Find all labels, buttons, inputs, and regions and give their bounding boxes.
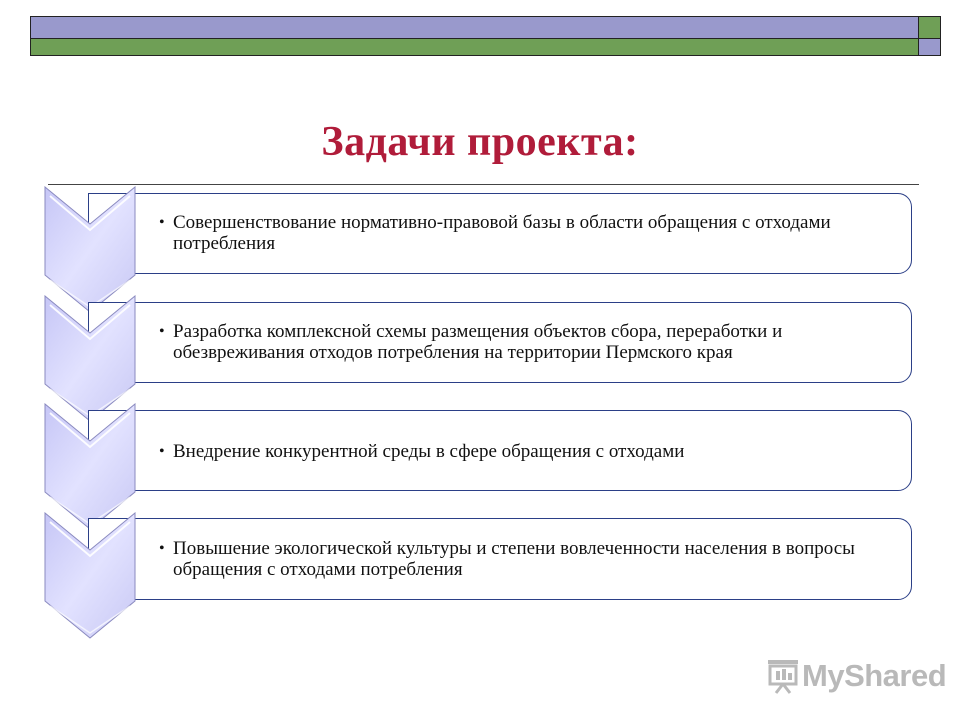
task-item-text: [159, 321, 893, 363]
bullet-icon: •: [159, 540, 165, 557]
task-item-label: Совершенствование нормативно-правовой базы в области обращения с отходами потребления: [173, 212, 831, 254]
task-item-label: Внедрение конкурентной среды в сфере обращения с отходами: [173, 441, 685, 462]
task-item-3: [88, 410, 912, 491]
task-item-2: [88, 302, 912, 383]
task-item-4: [88, 518, 912, 600]
task-item-text: [159, 212, 893, 254]
chevron-icon: [44, 512, 136, 640]
projector-screen-icon: [766, 658, 800, 694]
task-item-label: Повышение экологической культуры и степени вовлеченности населения в вопросы обращения с отходами потребления: [173, 538, 855, 580]
bullet-icon: •: [159, 323, 165, 340]
bullet-icon: •: [159, 443, 165, 460]
task-item-1: [88, 193, 912, 274]
myshared-logo: [766, 656, 947, 696]
page-title: Задачи проекта:: [321, 119, 639, 165]
logo-text: MyShared: [802, 658, 947, 693]
task-item-text: [159, 538, 893, 580]
task-item-label: Разработка комплексной схемы размещения объектов сбора, переработки и обезвреживания отходов потребления на территории Пермского края: [173, 321, 783, 363]
task-item-text: [159, 441, 893, 462]
bullet-icon: •: [159, 214, 165, 231]
